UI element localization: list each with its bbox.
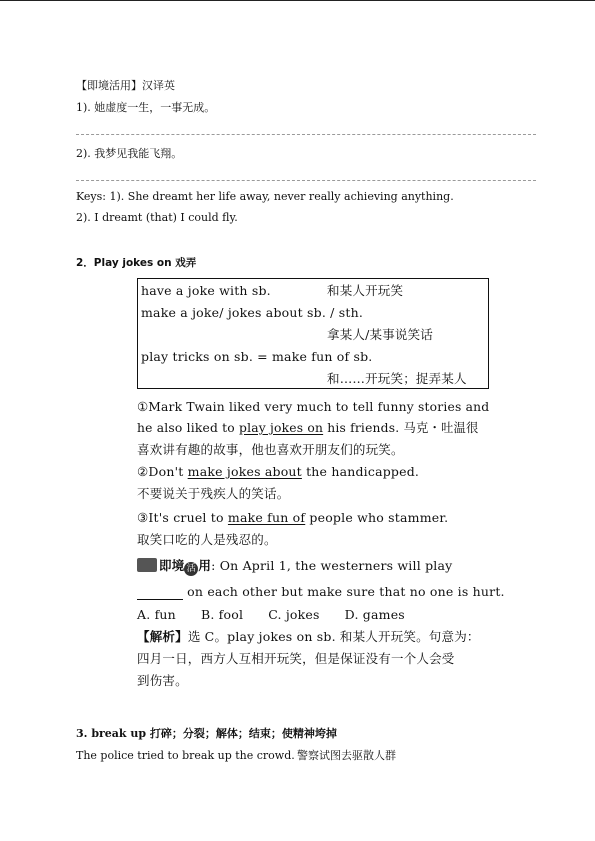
- keys-line-2: 2). I dreamt (that) I could fly.: [76, 211, 238, 224]
- box-row2-en: make a joke/ jokes about sb. / sth.: [141, 305, 364, 320]
- section3-heading: 3. break up 打碎；分裂；解体；结束；使精神垮掉: [76, 727, 337, 740]
- example1-cn: 喜欢讲有趣的故事，他也喜欢开朋友们的玩笑。: [137, 442, 404, 457]
- quiz-line1: 即境 活 用: On April 1, the westerners will play: [137, 558, 452, 576]
- box-row3-en: play tricks on sb. = make fun of sb.: [141, 349, 373, 364]
- section2-heading: 2．Play jokes on 戏弄: [76, 257, 197, 269]
- example1-line2: he also liked to play jokes on his friends. 马克・吐温很: [137, 421, 479, 435]
- book-icon: [137, 558, 157, 572]
- example2-cn: 不要说关于残疾人的笑话。: [137, 486, 290, 501]
- section3-example-en: The police tried to break up the crowd.: [76, 749, 295, 762]
- keys-line-1: Keys: 1). She dreamt her life away, never really achieving anything.: [76, 190, 454, 203]
- box-row3-cn: 和……开玩笑；捉弄某人: [327, 371, 467, 386]
- example3-en: ③It's cruel to make fun of people who stammer.: [137, 510, 449, 525]
- example1-line1: ①Mark Twain liked very much to tell funny stories and: [137, 400, 490, 414]
- section1-heading: 【即境活用】汉译英: [76, 79, 175, 92]
- section3-example-cn: 警察试图去驱散人群: [297, 749, 396, 762]
- analysis-line1: 【解析】选 C。play jokes on sb. 和某人开玩笑。句意为：: [137, 629, 480, 644]
- question-2: 2). 我梦见我能飞翔。: [76, 147, 183, 160]
- example2-en: ②Don't make jokes about the handicapped.: [137, 464, 420, 479]
- underline-play-jokes-on: play jokes on: [239, 421, 324, 435]
- quiz-line2: on each other but make sure that no one is hurt.: [137, 584, 505, 600]
- answer-blank: [137, 587, 183, 600]
- top-rule: [0, 0, 595, 1]
- box-row1-cn: 和某人开玩笑: [327, 283, 404, 298]
- box-row1-en: have a joke with sb.: [141, 283, 271, 298]
- question-1: 1). 她虚度一生，一事无成。: [76, 101, 216, 114]
- answer-line-2: [76, 180, 536, 181]
- box-row2-cn: 拿某人/某事说笑话: [327, 327, 434, 342]
- example3-cn: 取笑口吃的人是残忍的。: [137, 532, 277, 547]
- circle-label-icon: 活: [184, 562, 198, 576]
- analysis-line2: 四月一日，西方人互相开玩笑，但是保证没有一个人会受: [137, 651, 455, 666]
- underline-make-fun-of: make fun of: [227, 510, 306, 525]
- quiz-options: A. fun B. fool C. jokes D. games: [137, 607, 405, 622]
- analysis-line3: 到伤害。: [137, 673, 188, 688]
- answer-line-1: [76, 134, 536, 135]
- underline-make-jokes-about: make jokes about: [187, 464, 302, 479]
